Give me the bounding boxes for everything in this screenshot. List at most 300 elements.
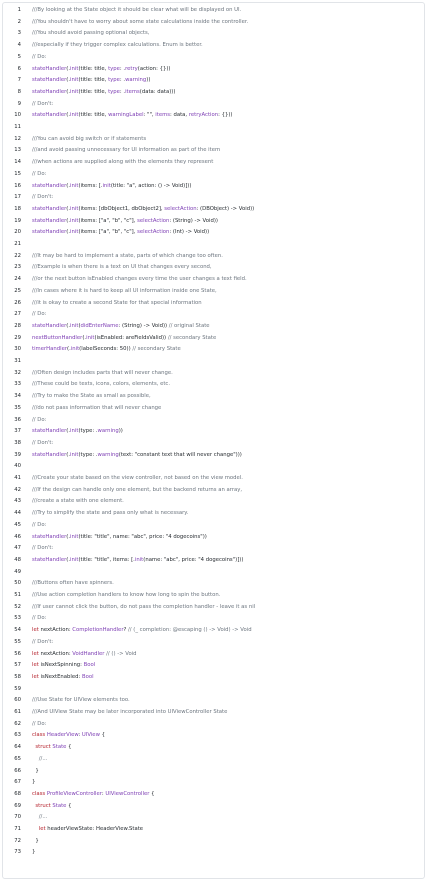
code-text <box>32 75 150 86</box>
code-token: ///If user cannot click the button, do not pass the completion handler - leave it as nil <box>32 603 256 610</box>
code-token <box>32 826 39 832</box>
line-number: 2 <box>17 18 21 25</box>
line-number: 38 <box>14 439 21 446</box>
code-token <box>32 756 39 762</box>
code-token: ///It may be hard to implement a state, parts of which change too often. <box>32 252 223 259</box>
code-token: ///These could be texts, icons, colors, elements, etc. <box>32 381 171 388</box>
code-token: (title: title, <box>78 77 109 84</box>
code-token: (data: data))) <box>139 88 176 95</box>
code-token: : <box>101 790 106 797</box>
code-token: stateHandler <box>32 217 67 224</box>
code-token: nextButtonHandler <box>32 334 83 341</box>
code-text <box>32 672 94 683</box>
line-number: 59 <box>14 685 21 692</box>
code-token: stateHandler <box>32 229 67 236</box>
code-token: } <box>32 767 39 774</box>
line-number: 23 <box>14 264 21 271</box>
code-text <box>32 274 247 285</box>
code-token: : <box>78 732 82 739</box>
code-token: // Do: <box>32 416 47 423</box>
line-number: 7 <box>17 77 21 84</box>
code-token: Bool <box>81 673 94 680</box>
code-text <box>32 590 220 601</box>
code-token: ///You should avoid passing optional objects, <box>32 30 150 37</box>
line-number: 8 <box>17 88 21 95</box>
code-text <box>32 298 202 309</box>
code-token: init <box>70 112 79 119</box>
code-token: { <box>66 744 72 751</box>
code-token: )) <box>118 428 123 435</box>
code-token: init <box>70 556 79 563</box>
line-number: 20 <box>14 229 21 236</box>
code-token: stateHandler <box>32 182 67 189</box>
code-text <box>32 602 255 613</box>
line-number: 34 <box>14 393 21 400</box>
line-number: 26 <box>14 299 21 306</box>
code-token: // Do: <box>32 170 47 177</box>
code-token: class <box>32 732 47 739</box>
code-token: stateHandler <box>32 88 67 95</box>
line-number: 47 <box>14 545 21 552</box>
line-number: 14 <box>14 159 21 166</box>
line-number: 64 <box>14 744 21 751</box>
code-token: (action: {})) <box>137 65 171 72</box>
line-number: 27 <box>14 311 21 318</box>
line-number: 51 <box>14 592 21 598</box>
code-text <box>32 403 161 414</box>
line-number: 39 <box>14 451 21 458</box>
code-token: init <box>70 217 79 224</box>
code-token: (. <box>82 334 87 341</box>
code-token: stateHandler <box>32 533 67 540</box>
code-token: ///You shouldn't have to worry about some state calculations inside the controller. <box>32 18 249 25</box>
code-token: items <box>155 112 171 119</box>
line-number: 45 <box>14 521 21 528</box>
code-token: ///it is okay to create a second State for that special information <box>32 299 202 306</box>
code-token: (. <box>66 88 71 95</box>
line-number: 56 <box>14 650 21 657</box>
code-token: (. <box>66 533 71 540</box>
code-text <box>32 812 47 823</box>
line-number: 24 <box>14 276 21 283</box>
code-token: ( <box>78 322 81 329</box>
code-token: type <box>108 88 120 95</box>
code-token: ///By looking at the State object it should be clear what will be displayed on UI. <box>32 7 242 13</box>
code-token: // Don't: <box>32 439 54 446</box>
code-text <box>32 847 35 858</box>
code-token: : . <box>119 77 126 84</box>
code-text <box>32 17 248 28</box>
code-token: stateHandler <box>32 205 67 212</box>
code-token: ///If the design can handle only one element, but the backend returns an array, <box>32 486 243 493</box>
code-token: // Do: <box>32 53 47 60</box>
code-token: retry <box>125 65 138 72</box>
line-number: 37 <box>14 428 21 435</box>
code-token: // Don't: <box>32 194 54 201</box>
code-token: init <box>70 229 79 236</box>
code-token: // Do: <box>32 615 47 622</box>
code-text <box>32 192 53 203</box>
code-token: type <box>108 65 120 72</box>
code-text <box>32 532 207 543</box>
line-number: 11 <box>14 124 21 130</box>
code-text <box>32 649 137 660</box>
code-token: HeaderView <box>46 732 79 739</box>
code-token: VoidHandler <box>72 650 107 657</box>
code-token: (. <box>66 65 71 72</box>
code-token: stateHandler <box>32 77 67 84</box>
line-number: 72 <box>14 837 21 844</box>
code-token: (type: . <box>78 428 98 435</box>
code-token: : (Int) -> Void)) <box>169 229 210 236</box>
code-token: init <box>134 556 144 563</box>
code-text <box>32 309 46 320</box>
code-token: init <box>102 182 111 189</box>
line-number: 68 <box>14 790 21 797</box>
line-number: 70 <box>14 814 21 821</box>
code-token <box>32 814 39 820</box>
code-text <box>32 286 217 297</box>
code-token: (title: "title", name: "abc", price: "4 dogecoins")) <box>78 533 207 540</box>
code-text <box>32 438 53 449</box>
code-token: //... <box>38 755 48 762</box>
code-token: let <box>32 673 41 680</box>
code-token: ///and avoid passing unnecessary for UI information as part of the item <box>32 147 221 154</box>
code-text <box>32 40 203 51</box>
line-number: 54 <box>14 627 21 634</box>
code-text <box>32 578 114 589</box>
code-token: init <box>70 182 79 189</box>
code-token: headerViewState: HeaderView.State <box>47 826 144 832</box>
line-number: 43 <box>14 498 21 505</box>
code-token: nextAction: <box>40 627 73 634</box>
code-text <box>32 719 46 730</box>
code-text <box>32 134 146 145</box>
line-number: 71 <box>14 826 21 832</box>
code-text <box>32 181 191 192</box>
code-text <box>32 87 175 98</box>
code-token: // Do: <box>32 720 47 727</box>
code-token: (text: "constant text that will never change"))) <box>118 451 242 458</box>
code-text <box>32 415 46 426</box>
code-token: (items: ["a", "b", "c"], <box>78 229 138 236</box>
code-token: init <box>70 205 79 212</box>
line-number: 28 <box>14 322 21 329</box>
code-text <box>32 543 53 554</box>
code-text <box>32 637 53 648</box>
line-number: 42 <box>14 486 21 493</box>
line-number: 63 <box>14 732 21 739</box>
line-number: 25 <box>14 287 21 294</box>
line-number: 67 <box>14 779 21 786</box>
code-token: (. <box>67 346 71 353</box>
line-number: 22 <box>14 252 21 259</box>
code-token: init <box>70 77 79 84</box>
code-token: init <box>70 322 79 329</box>
line-number: 29 <box>14 334 21 341</box>
code-token: (items: ["a", "b", "c"], <box>78 217 138 224</box>
line-number: 66 <box>14 767 21 774</box>
code-token: stateHandler <box>32 65 67 72</box>
code-token: )) <box>146 77 151 84</box>
code-token: warning <box>97 451 119 458</box>
code-token: stateHandler <box>32 556 67 563</box>
code-token: // Do: <box>32 521 47 528</box>
code-token: (. <box>66 112 71 119</box>
code-token: CompletionHandler <box>72 627 124 634</box>
code-token: ///create a state with one element. <box>32 498 124 505</box>
code-text <box>32 52 46 63</box>
code-text <box>32 344 181 355</box>
code-text <box>32 707 227 718</box>
code-token: ///Use State for UIView elements too. <box>32 697 130 704</box>
line-number: 18 <box>14 205 21 212</box>
code-token: // Don't: <box>32 638 54 645</box>
code-token: (. <box>66 205 71 212</box>
code-token: ///Buttons often have spinners. <box>32 580 114 587</box>
line-number: 60 <box>14 697 21 704</box>
code-token: init <box>86 334 95 341</box>
code-token: didEnterName <box>80 322 119 329</box>
code-text <box>32 262 212 273</box>
code-text <box>32 333 216 344</box>
line-number: 73 <box>14 849 21 856</box>
line-number: 1 <box>17 7 21 13</box>
code-text <box>32 391 151 402</box>
code-token: class <box>32 790 47 797</box>
code-text <box>32 64 171 75</box>
code-token: init <box>70 65 79 72</box>
code-token: init <box>70 88 79 95</box>
code-text <box>32 227 209 238</box>
line-number: 9 <box>17 100 21 107</box>
code-text <box>32 555 243 566</box>
code-token: State <box>52 802 67 809</box>
code-token: ///Use action completion handlers to know how long to spin the button. <box>32 592 221 598</box>
code-token: } <box>32 837 39 844</box>
code-token: struct <box>35 744 53 751</box>
line-number: 62 <box>14 720 21 727</box>
code-text <box>32 321 210 332</box>
code-text <box>32 520 46 531</box>
code-token: { <box>149 790 155 797</box>
line-number: 31 <box>14 358 21 364</box>
code-text <box>32 613 46 624</box>
code-text <box>32 473 243 484</box>
code-token: } <box>32 849 36 856</box>
code-text <box>32 766 39 777</box>
code-token: (. <box>66 77 71 84</box>
code-text <box>32 742 72 753</box>
code-token: // (_ completion: @escaping () -> Void) -> Void <box>128 627 252 634</box>
code-token: retryAction <box>188 112 219 119</box>
line-number: 35 <box>14 404 21 411</box>
code-token: (. <box>66 322 71 329</box>
code-token: ? <box>123 627 128 634</box>
code-text <box>32 625 252 636</box>
code-text <box>32 368 173 379</box>
line-number: 57 <box>14 662 21 669</box>
code-token: : (String) -> Void)) <box>118 322 169 329</box>
code-text <box>32 508 188 519</box>
code-token: isNextEnabled: <box>40 673 82 680</box>
line-number: 15 <box>14 170 21 177</box>
code-token: ///Try to make the State as small as possible, <box>32 393 151 400</box>
code-token: // Don't: <box>32 100 54 107</box>
code-token: ///Often design includes parts that will never change. <box>32 369 173 376</box>
code-token: (title: title, <box>78 112 109 119</box>
code-text <box>32 28 149 39</box>
code-token: : . <box>119 88 126 95</box>
code-token: (title: title, <box>78 65 109 72</box>
code-token: // () -> Void <box>106 650 137 657</box>
code-token: ///Try to simplify the state and pass only what is necessary. <box>32 510 189 517</box>
code-token: warning <box>97 428 119 435</box>
code-text <box>32 251 223 262</box>
code-token: Bool <box>83 662 96 669</box>
line-number: 5 <box>17 53 21 60</box>
code-token: State <box>52 744 67 751</box>
line-number: 52 <box>14 603 21 610</box>
code-token: (items: [dbObject1, dbObject2], <box>78 205 165 212</box>
code-token: let <box>32 650 41 657</box>
code-token: warningLabel <box>108 112 144 119</box>
code-token: stateHandler <box>32 112 67 119</box>
code-token: stateHandler <box>32 428 67 435</box>
code-text <box>32 660 95 671</box>
code-text <box>32 99 53 110</box>
code-token: : "", <box>143 112 156 119</box>
line-number: 21 <box>14 241 21 247</box>
code-token: : (DBObject) -> Void)) <box>196 205 255 212</box>
code-token: type <box>108 77 120 84</box>
line-number: 32 <box>14 369 21 376</box>
code-token: let <box>32 627 41 634</box>
code-token: ///You can avoid big switch or if statements <box>32 135 147 142</box>
line-number: 41 <box>14 475 21 481</box>
code-text <box>32 836 39 847</box>
code-token: selectAction <box>137 217 170 224</box>
code-token: stateHandler <box>32 451 67 458</box>
code-token: (type: . <box>78 451 98 458</box>
code-token: ///Create your state based on the view controller, not based on the view model. <box>32 475 243 481</box>
code-token: : {})) <box>218 112 233 119</box>
code-token: (. <box>66 428 71 435</box>
code-token: struct <box>35 802 53 809</box>
code-text <box>32 777 35 788</box>
line-number: 6 <box>17 65 21 72</box>
code-token: (name: "abc", price: "4 dogecoins")])) <box>143 556 244 563</box>
line-number: 33 <box>14 381 21 388</box>
code-token: let <box>38 826 48 832</box>
code-token: ProfileViewController <box>46 790 102 797</box>
code-token: { <box>99 732 105 739</box>
code-token: items <box>125 88 140 95</box>
code-token: selectAction <box>164 205 197 212</box>
code-token: // secondary State <box>167 334 217 341</box>
code-token: // secondary State <box>132 346 181 353</box>
line-number: 12 <box>14 135 21 142</box>
code-token: selectAction <box>137 229 170 236</box>
code-token: // Do: <box>32 311 47 318</box>
line-number: 30 <box>14 346 21 353</box>
line-number: 44 <box>14 510 21 517</box>
code-token: ///especially if they trigger complex calculations. Enum is better. <box>32 42 203 49</box>
code-token: (. <box>66 182 71 189</box>
code-token: nextAction: <box>40 650 73 657</box>
line-number: 48 <box>14 556 21 563</box>
code-text <box>32 730 105 741</box>
code-token: : . <box>119 65 126 72</box>
code-token: ///And UIView State may be later incorporated into UIViewController State <box>32 709 228 715</box>
code-token: ///In cases where it is hard to keep all UI information inside one State, <box>32 287 217 294</box>
code-token: (. <box>66 229 71 236</box>
code-token: (items: [. <box>78 182 103 189</box>
code-text <box>32 450 242 461</box>
line-number: 4 <box>17 42 21 49</box>
code-text <box>32 789 154 800</box>
code-text <box>32 754 47 765</box>
code-token: (labelSeconds: 50)) <box>79 346 133 353</box>
code-token: (. <box>66 556 71 563</box>
code-token: ///Example is when there is a text on UI that changes every second, <box>32 264 212 271</box>
code-token: let <box>32 662 41 669</box>
code-token: //... <box>38 814 48 821</box>
code-text <box>32 496 124 507</box>
code-text <box>32 110 232 121</box>
code-text <box>32 204 254 215</box>
code-token: init <box>70 428 79 435</box>
code-token: warning <box>125 77 147 84</box>
code-token: ///do not pass information that will never change <box>32 404 162 411</box>
code-token: init <box>70 346 80 353</box>
code-token: ///when actions are supplied along with the elements they represent <box>32 159 214 166</box>
line-number: 53 <box>14 615 21 622</box>
code-token: // original State <box>168 322 210 329</box>
line-number: 13 <box>14 147 21 154</box>
line-number: 65 <box>14 755 21 762</box>
code-text <box>32 801 72 812</box>
code-token: isNextSpinning: <box>40 662 84 669</box>
line-number: 49 <box>14 568 21 575</box>
code-text <box>32 485 242 496</box>
code-token: UIView <box>81 732 100 739</box>
code-text <box>32 169 46 180</box>
line-number: 55 <box>14 638 21 645</box>
code-token: timerHandler <box>32 346 68 353</box>
code-text <box>32 379 170 390</box>
code-token: (isEnabled: areFieldsValid)) <box>94 334 168 341</box>
code-text <box>32 5 241 16</box>
code-token: { <box>66 802 72 809</box>
code-token: UIViewController <box>105 790 150 797</box>
line-number: 36 <box>14 416 21 423</box>
code-snippet-viewer <box>2 2 425 879</box>
code-token: // Don't: <box>32 545 54 552</box>
code-text <box>32 157 213 168</box>
code-token: : (String) -> Void)) <box>169 217 218 224</box>
code-token: ///or the next button isEnabled changes every time the user changes a text field. <box>32 276 247 283</box>
line-number: 17 <box>14 194 21 201</box>
line-number: 61 <box>14 709 21 715</box>
line-number: 40 <box>14 463 21 470</box>
code-text <box>32 824 143 835</box>
code-token: } <box>32 779 36 786</box>
line-number: 16 <box>14 182 21 189</box>
code-text <box>32 695 130 706</box>
line-number: 3 <box>17 30 21 37</box>
code-text <box>32 145 220 156</box>
